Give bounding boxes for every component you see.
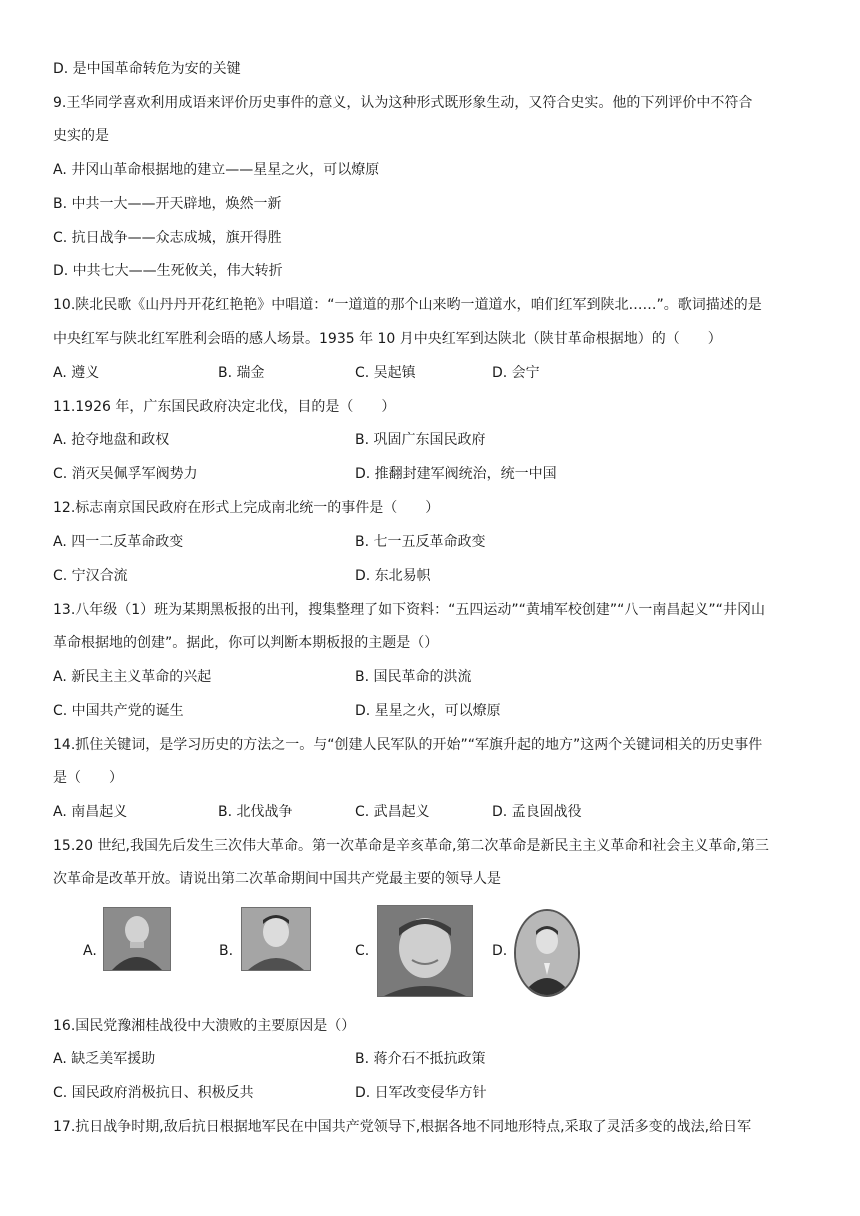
q9-stem-line2: 史实的是 xyxy=(53,128,109,144)
q17-stem: 17.抗日战争时期,敌后抗日根据地军民在中国共产党领导下,根据各地不同地形特点,采取了灵活多变的战法,给日军 xyxy=(53,1119,752,1135)
q13-stem-line1: 13.八年级（1）班为某期黑板报的出刊，搜集整理了如下资料：“五四运动”“黄埔军校创建”“八一南昌起义”“井冈山 xyxy=(53,602,765,618)
q14-option-d: D. 孟良固战役 xyxy=(492,804,582,820)
q14-option-a: A. 南昌起义 xyxy=(53,804,128,820)
q9-option-c: C. 抗日战争——众志成城，旗开得胜 xyxy=(53,230,282,246)
q13-options-row2 xyxy=(53,700,813,722)
q10-option-b: B. 瑞金 xyxy=(218,365,265,381)
q14-option-b: B. 北伐战争 xyxy=(218,804,293,820)
q14-option-c: C. 武昌起义 xyxy=(355,804,430,820)
q11-stem: 11.1926 年，广东国民政府决定北伐，目的是（ ） xyxy=(53,399,396,415)
q13-option-d: D. 星星之火，可以燎原 xyxy=(355,703,501,719)
q14-stem-line2: 是（ ） xyxy=(53,770,123,786)
q15-photo-options xyxy=(53,905,813,1000)
q16-option-c: C. 国民政府消极抗日、积极反共 xyxy=(53,1085,254,1101)
q11-option-c: C. 消灭吴佩孚军阀势力 xyxy=(53,466,198,482)
q9-stem-line1: 9.王华同学喜欢利用成语来评价历史事件的意义，认为这种形式既形象生动，又符合史实。他的下列评价中不符合 xyxy=(53,95,753,111)
q13-option-b: B. 国民革命的洪流 xyxy=(355,669,472,685)
q12-option-d: D. 东北易帜 xyxy=(355,568,431,584)
q10-option-a: A. 遵义 xyxy=(53,365,100,381)
q11-options-row1 xyxy=(53,429,813,451)
q13-option-a: A. 新民主主义革命的兴起 xyxy=(53,669,212,685)
q15-stem-line2: 次革命是改革开放。请说出第二次革命期间中国共产党最主要的领导人是 xyxy=(53,871,501,887)
q15-stem-line1: 15.20 世纪,我国先后发生三次伟大革命。第一次革命是辛亥革命,第二次革命是新民主主义革命和社会主义革命,第三 xyxy=(53,838,769,854)
portrait-photo-b xyxy=(241,907,311,971)
q10-option-d: D. 会宁 xyxy=(492,365,540,381)
q13-stem-line2: 革命根据地的创建”。据此，你可以判断本期板报的主题是（） xyxy=(53,635,439,651)
q12-options-row1 xyxy=(53,531,813,553)
q15-label-c: C. xyxy=(355,943,370,959)
q12-option-b: B. 七一五反革命政变 xyxy=(355,534,486,550)
q16-option-a: A. 缺乏美军援助 xyxy=(53,1051,156,1067)
portrait-b-icon xyxy=(242,908,310,970)
q12-option-c: C. 宁汉合流 xyxy=(53,568,128,584)
q14-stem-line1: 14.抓住关键词，是学习历史的方法之一。与“创建人民军队的开始”“军旗升起的地方”这两个关键词相关的历史事件 xyxy=(53,737,763,753)
portrait-c-icon xyxy=(378,906,472,996)
portrait-photo-d xyxy=(514,909,580,997)
q12-option-a: A. 四一二反革命政变 xyxy=(53,534,184,550)
q10-stem-line2: 中央红军与陕北红军胜利会晤的感人场景。1935 年 10 月中央红军到达陕北（陕甘革命根据地）的（ ） xyxy=(53,331,722,347)
q16-options-row1 xyxy=(53,1048,813,1070)
q16-stem: 16.国民党豫湘桂战役中大溃败的主要原因是（） xyxy=(53,1018,356,1034)
q9-option-a: A. 井冈山革命根据地的建立——星星之火，可以燎原 xyxy=(53,162,380,178)
q10-option-c: C. 吴起镇 xyxy=(355,365,416,381)
q11-option-a: A. 抢夺地盘和政权 xyxy=(53,432,170,448)
q15-label-d: D. xyxy=(492,943,508,959)
q10-options xyxy=(53,362,813,384)
q16-option-d: D. 日军改变侵华方针 xyxy=(355,1085,487,1101)
q14-options xyxy=(53,801,813,823)
q9-option-b: B. 中共一大——开天辟地，焕然一新 xyxy=(53,196,282,212)
q15-label-a: A. xyxy=(83,943,97,959)
q11-options-row2 xyxy=(53,463,813,485)
q11-option-b: B. 巩固广东国民政府 xyxy=(355,432,486,448)
q12-options-row2 xyxy=(53,565,813,587)
q12-stem: 12.标志南京国民政府在形式上完成南北统一的事件是（ ） xyxy=(53,500,440,516)
portrait-photo-c xyxy=(377,905,473,997)
q15-label-b: B. xyxy=(219,943,234,959)
q10-stem-line1: 10.陕北民歌《山丹丹开花红艳艳》中唱道：“一道道的那个山来哟一道道水，咱们红军到陕北……”。歌词描述的是 xyxy=(53,297,762,313)
q11-option-d: D. 推翻封建军阀统治，统一中国 xyxy=(355,466,557,482)
portrait-d-icon xyxy=(516,911,578,995)
q13-option-c: C. 中国共产党的诞生 xyxy=(53,703,184,719)
q16-option-b: B. 蒋介石不抵抗政策 xyxy=(355,1051,486,1067)
q9-option-d: D. 中共七大——生死攸关，伟大转折 xyxy=(53,263,283,279)
q16-options-row2 xyxy=(53,1082,813,1104)
q8-option-d: D. 是中国革命转危为安的关键 xyxy=(53,61,241,77)
portrait-photo-a xyxy=(103,907,171,971)
portrait-a-icon xyxy=(104,908,170,970)
q13-options-row1 xyxy=(53,666,813,688)
